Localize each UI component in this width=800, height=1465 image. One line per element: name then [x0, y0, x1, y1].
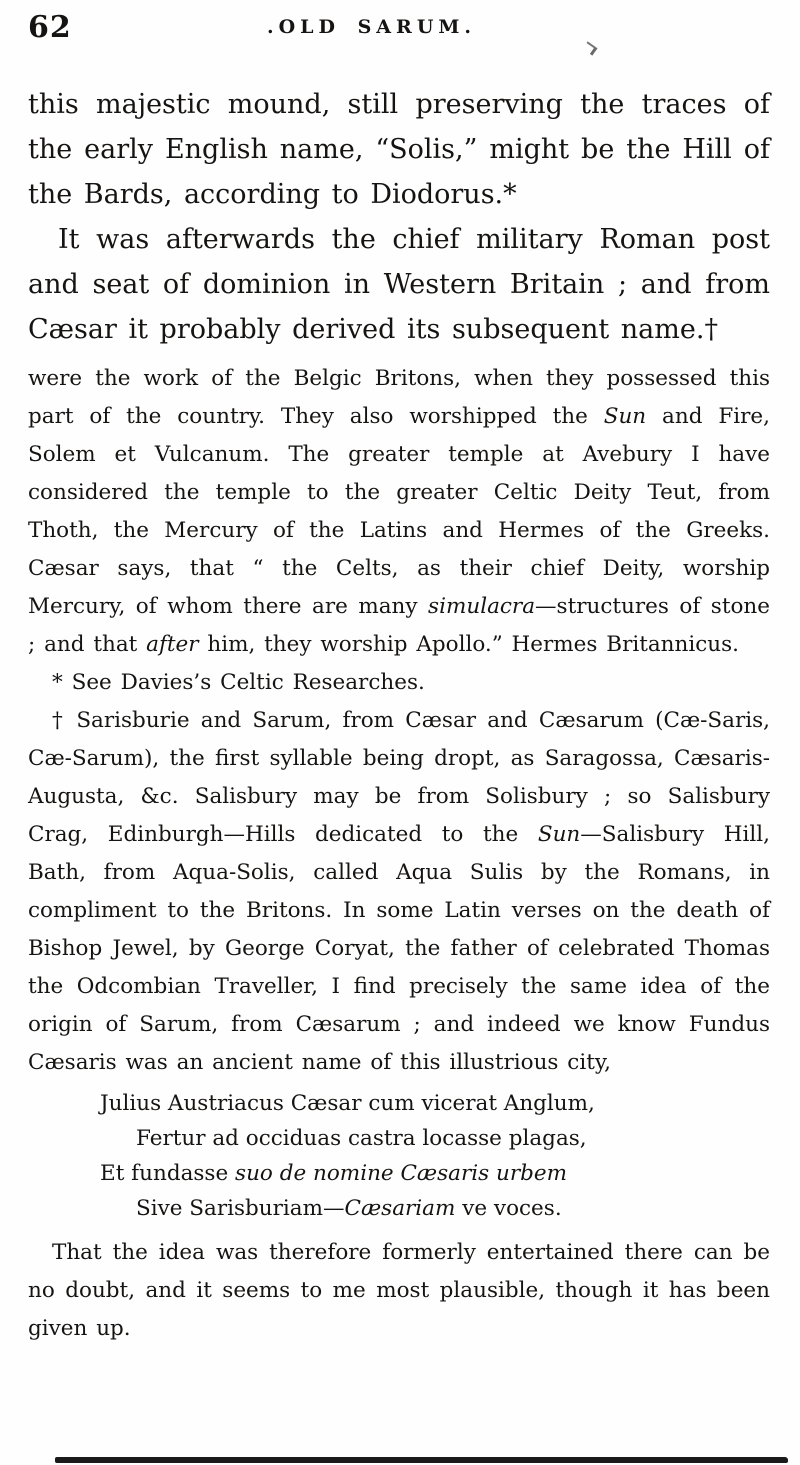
footnote-continuation-seg-2: and Fire, Solem et Vulcanum. The greater temple at Avebury I have considered the temple to the greater Celtic Deity Teut, from Thoth, the Mercury of the Latins and Hermes of the Greeks. Cæsar says, that “ the Celts, as their chief Deity, worship Mercury, of whom there are many — [28, 404, 770, 619]
footnote-continuation-seg-6: him, they worship Apollo.” Hermes Britannicus. — [198, 632, 740, 657]
footnote-section — [28, 360, 770, 1348]
page-number: 62 — [28, 10, 72, 45]
footnote-continuation-seg-0: were the work of the Belgic Britons, when they possessed this part of the country. They also worshipped the — [28, 366, 770, 429]
verse-line-4-seg-2: ve voces. — [455, 1196, 562, 1221]
verse-line-3-seg-1: suo de nomine Cæsaris urbem — [235, 1161, 568, 1186]
footnote-star: * See Davies’s Celtic Researches. — [52, 670, 425, 695]
verse-line-3-seg-0: Et fundasse — [100, 1161, 236, 1186]
verse-line-4 — [136, 1191, 770, 1226]
paragraph-main-1: this majestic mound, still preserving the traces of the early English name, “Solis,” might be the Hill of the Bards, according to Diodorus.* — [28, 89, 770, 210]
latin-verse — [28, 1086, 770, 1226]
footnote-continuation — [28, 360, 770, 664]
verse-line-1 — [100, 1086, 770, 1121]
verse-line-2 — [136, 1121, 770, 1156]
verse-line-3 — [100, 1156, 770, 1191]
verse-line-2-seg-0: Fertur ad occiduas castra locasse plagas, — [136, 1126, 587, 1151]
paragraph-main-2: It was afterwards the chief military Roman post and seat of dominion in Western Britain ; and from Cæsar it probably derived its subsequent name.† — [28, 224, 770, 345]
footnote-dagger-seg-2: —Salisbury Hill, Bath, from Aqua-Solis, called Aqua Sulis by the Romans, in compliment to the Britons. In some Latin verses on the death of Bishop Jewel, by George Coryat, the father of celebrated Thomas the Odcombian Traveller, I find precisely the same idea of the origin of Sarum, from Cæsarum ; and indeed we know Fundus Cæsaris was an ancient name of this illustrious city, — [28, 822, 770, 1075]
scan-edge-bar — [55, 1457, 788, 1463]
verse-line-1-seg-0: Julius Austriacus Cæsar cum vicerat Anglum, — [100, 1091, 595, 1116]
footnote-continuation-seg-1: Sun — [603, 404, 647, 429]
verse-line-4-seg-0: Sive Sarisburiam— — [136, 1196, 345, 1221]
footnote-continuation-seg-3: simulacra — [428, 594, 536, 619]
footnote-continuation-seg-4: —structures of stone ; and that — [28, 594, 770, 657]
running-title: .OLD SARUM. — [266, 16, 477, 38]
footnote-continuation-seg-5: after — [146, 632, 199, 657]
footnote-dagger-seg-1: Sun — [537, 822, 581, 847]
closing-paragraph: That the idea was therefore formerly entertained there can be no doubt, and it seems to me most plausible, though it has been given up. — [28, 1240, 770, 1341]
footnote-dagger — [28, 702, 770, 1082]
footnote-dagger-seg-0: † Sarisburie and Sarum, from Cæsar and Cæsarum (Cæ-Saris, Cæ-Sarum), the first syllable being dropt, as Saragossa, Cæsaris-Augusta, &c. Salisbury may be from Solisbury ; so Salisbury Crag, Edinburgh—Hills dedicated to the — [28, 708, 770, 847]
verse-line-4-seg-1: Cæsariam — [344, 1196, 456, 1221]
scan-artifact — [583, 41, 598, 55]
page-header — [28, 10, 770, 52]
